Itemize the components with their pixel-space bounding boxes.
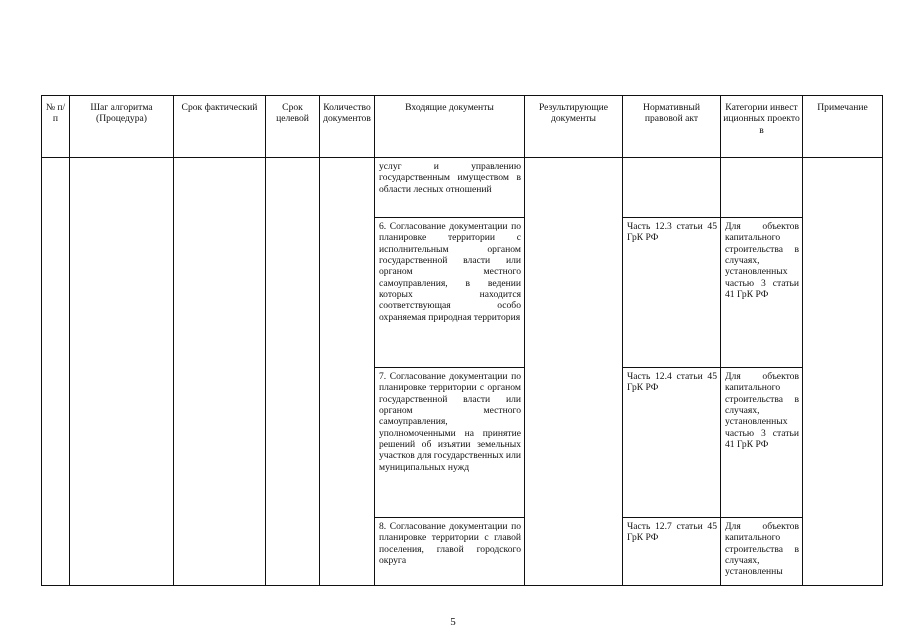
cell-legal-act: Часть 12.7 статьи 45 ГрК РФ [623,518,721,586]
cell-legal-act: Часть 12.4 статьи 45 ГрК РФ [623,368,721,518]
cell-step [70,158,174,586]
cell-categories: Для объектов капитального строительства в случаях, установленных частью 3 статьи 41 ГрК РФ [721,368,803,518]
header-doc-count: Количество документов [320,96,375,158]
cell-num [42,158,70,586]
cell-incoming: 8. Согласование документации по планировке территории с главой поселения, главой городского округа [375,518,525,586]
table-header-row [42,96,883,158]
header-num: № п/п [42,96,70,158]
cell-incoming: услуг и управлению государственным имуществом в области лесных отношений [375,158,525,218]
cell-target-term [266,158,320,586]
cell-result [525,158,623,586]
page-number: 5 [450,616,456,628]
table-row [42,158,883,218]
header-target-term: Срок целевой [266,96,320,158]
header-categories: Категории инвестиционных проектов [721,96,803,158]
cell-note [803,158,883,586]
cell-categories: Для объектов капитального строительства в случаях, установленны [721,518,803,586]
cell-legal-act: Часть 12.3 статьи 45 ГрК РФ [623,218,721,368]
cell-actual-term [174,158,266,586]
header-legal-act: Нормативный правовой акт [623,96,721,158]
procedure-table [41,95,883,586]
cell-incoming: 7. Согласование документации по планировке территории с органом государственной власти или органом местного самоуправления, уполномоченными на принятие решений об изъятии земельных участков для государственных или муниципальных нужд [375,368,525,518]
cell-legal-act [623,158,721,218]
cell-categories: Для объектов капитального строительства в случаях, установленных частью 3 статьи 41 ГрК РФ [721,218,803,368]
header-incoming: Входящие документы [375,96,525,158]
header-result: Результирующие документы [525,96,623,158]
cell-incoming: 6. Согласование документации по планировке территории с исполнительным органом государственной власти или органом местного самоуправления, в ведении которых находится соответствующая особо охраняемая природная территория [375,218,525,368]
cell-categories [721,158,803,218]
header-note: Примечание [803,96,883,158]
header-step: Шаг алгоритма (Процедура) [70,96,174,158]
header-actual-term: Срок фактический [174,96,266,158]
cell-doc-count [320,158,375,586]
